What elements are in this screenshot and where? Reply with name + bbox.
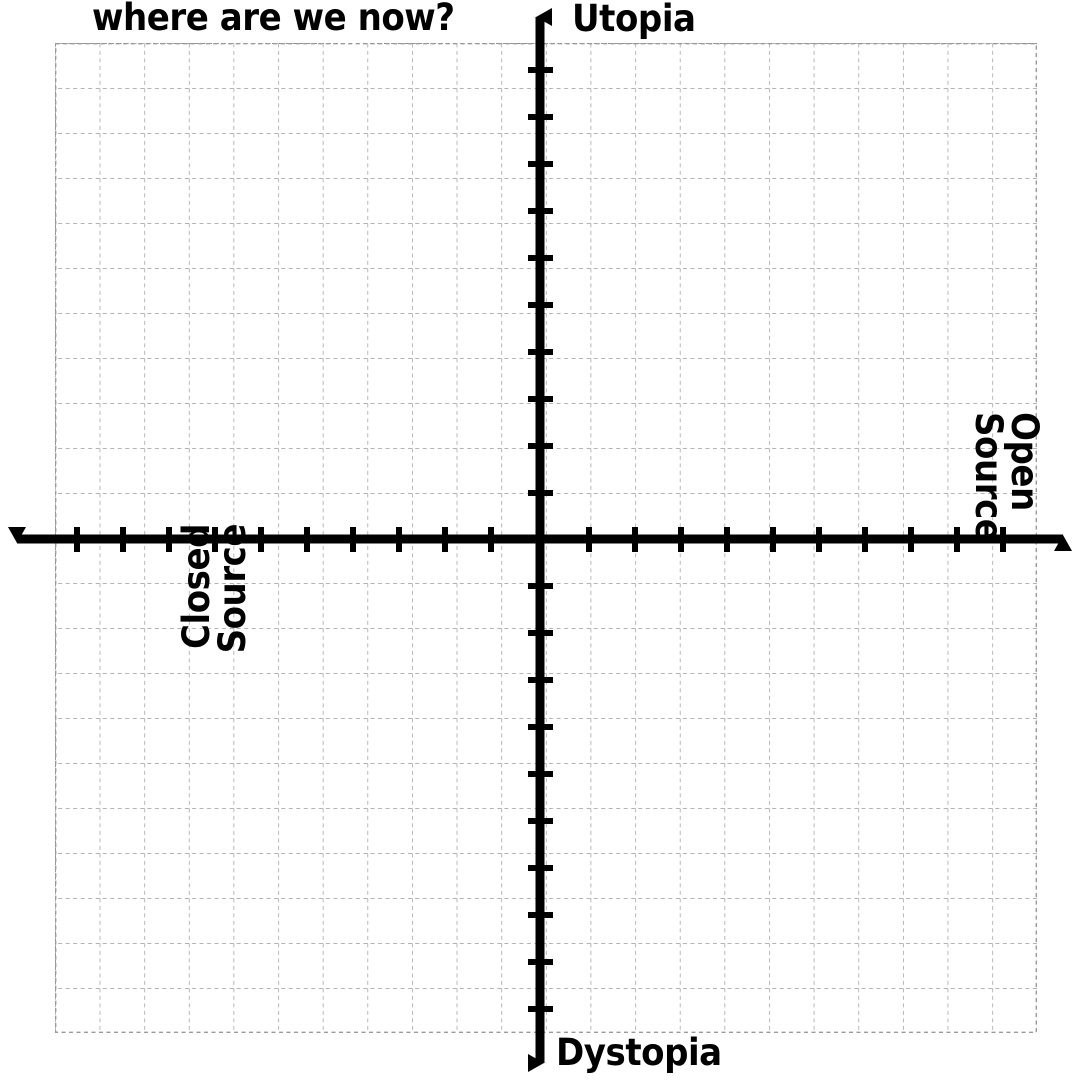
x-axis-negative-label (175, 524, 255, 800)
x-axis-positive-label (966, 412, 1046, 688)
y-axis-negative-label: Dystopia (556, 1031, 722, 1074)
x-axis-negative-label-line2: Source (211, 524, 255, 654)
x-axis-positive-label-line1: Open (1003, 412, 1046, 511)
y-axis-positive-label: Utopia (572, 0, 696, 40)
x-axis-negative-label-line1: Closed (175, 524, 218, 649)
x-axis-positive-label-line2: Source (966, 412, 1010, 542)
chart-title: where are we now? (92, 0, 455, 39)
